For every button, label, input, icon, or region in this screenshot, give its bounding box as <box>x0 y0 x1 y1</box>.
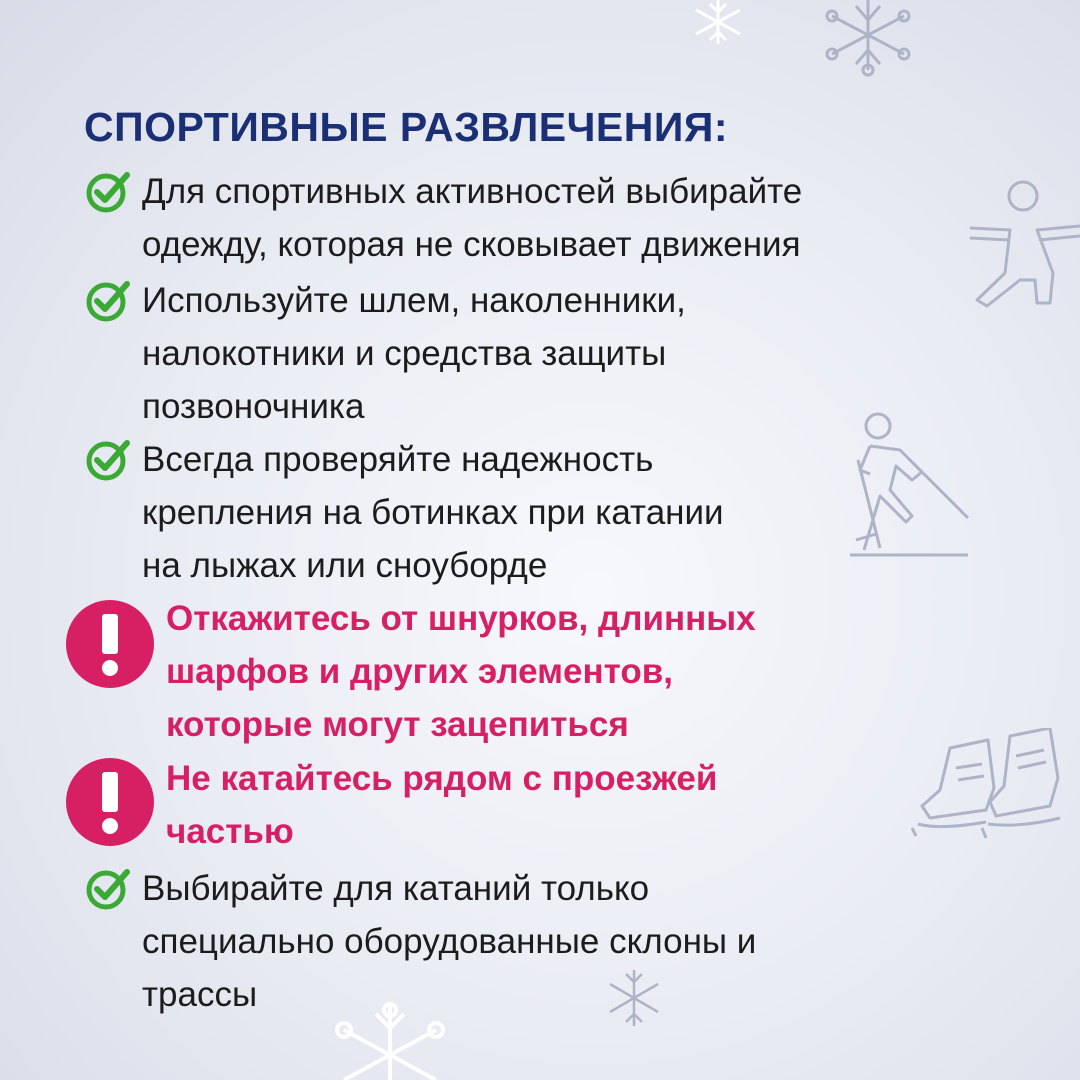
item-text: Не катайтесь рядом с проезжей частью <box>166 759 718 851</box>
exclamation-circle-icon <box>66 758 154 846</box>
item-text: Всегда проверяйте надежность крепления на ботинках при катании на лыжах или сноуборде <box>142 440 724 585</box>
snowflake-icon-top-left <box>688 0 748 48</box>
yoga-figure-icon <box>965 178 1080 308</box>
exclamation-circle-icon <box>66 600 154 688</box>
check-circle-icon <box>84 864 132 912</box>
page-title: СПОРТИВНЫЕ РАЗВЛЕЧЕНИЯ: <box>84 104 728 150</box>
check-circle-icon <box>84 435 132 483</box>
item-text: Откажитесь от шнурков, длинных шарфов и других элементов, которые могут зацепиться <box>166 599 756 744</box>
item-text: Выбирайте для катаний только специально оборудованные склоны и трассы <box>142 869 757 1014</box>
item-text: Для спортивных активностей выбирайте одежду, которая не сковывает движения <box>142 172 803 264</box>
check-circle-icon <box>84 276 132 324</box>
item-text: Используйте шлем, наколенники, налокотники и средства защиты позвоночника <box>142 281 686 426</box>
check-circle-icon <box>84 167 132 215</box>
snowflake-icon-top-right <box>820 0 916 78</box>
